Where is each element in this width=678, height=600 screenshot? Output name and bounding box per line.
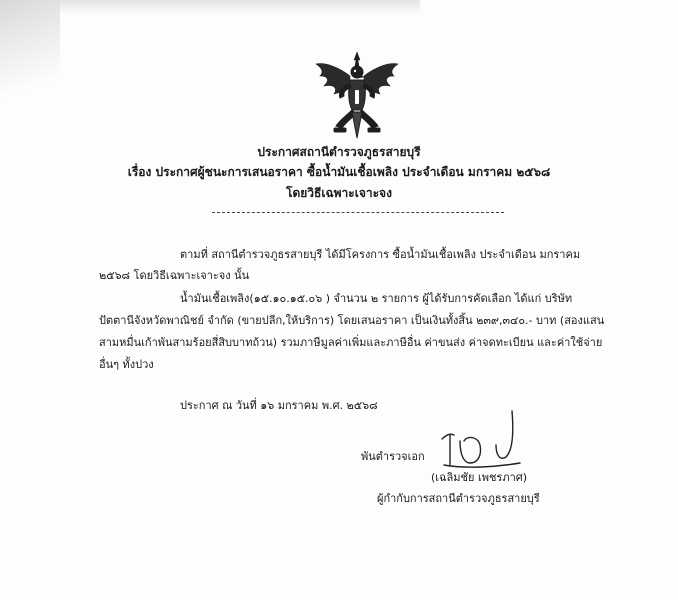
announcement-title: ประกาศสถานีตำรวจภูธรสายบุรี — [257, 145, 421, 159]
body-line-6: อื่นๆ ทั้งปวง — [99, 358, 154, 371]
scan-shadow-left — [0, 0, 60, 120]
body-line-4: ปัตตานีจังหวัดพาณิชย์ จำกัด (ขายปลีก,ให้บริการ) โดยเสนอราคา เป็นเงินทั้งสิ้น ๒๓๙,๓๔๐.- บาท (สองแสน — [99, 314, 605, 327]
signer-position: ผู้กำกับการสถานีตำรวจภูธรสายบุรี — [377, 492, 540, 505]
body-line-3: น้ำมันเชื้อเพลิง(๑๕.๑๐.๑๕.๐๖ ) จำนวน ๒ รายการ ผู้ได้รับการคัดเลือก ได้แก่ บริษัท — [180, 292, 573, 305]
handwritten-signature — [436, 405, 526, 473]
announcement-subject: เรื่อง ประกาศผู้ชนะการเสนอราคา ซื้อน้ำมันเชื้อเพลิง ประจำเดือน มกราคม ๒๕๖๘ — [127, 165, 551, 179]
announce-date: ประกาศ ณ วันที่ ๑๖ มกราคม พ.ศ. ๒๕๖๘ — [180, 399, 378, 412]
body-line-5: สามหมื่นเก้าพันสามร้อยสี่สิบบาทถ้วน) รวมภาษีมูลค่าเพิ่มและภาษีอื่น ค่าขนส่ง ค่าจดทะเบียน และค่าใช้จ่าย — [99, 336, 603, 349]
announcement-method: โดยวิธีเฉพาะเจาะจง — [286, 186, 392, 200]
body-line-2: ๒๕๖๘ โดยวิธีเฉพาะเจาะจง นั้น — [99, 269, 250, 282]
garuda-emblem-icon — [312, 50, 402, 142]
signer-name: (เฉลิมชัย เพชรภาศ) — [431, 471, 528, 484]
signer-rank: พันตำรวจเอก — [361, 450, 425, 463]
separator-line — [212, 212, 504, 213]
body-line-1: ตามที่ สถานีตำรวจภูธรสายบุรี ได้มีโครงการ ซื้อน้ำมันเชื้อเพลิง ประจำเดือน มกราคม — [180, 248, 581, 261]
scan-shadow-top — [0, 0, 420, 14]
